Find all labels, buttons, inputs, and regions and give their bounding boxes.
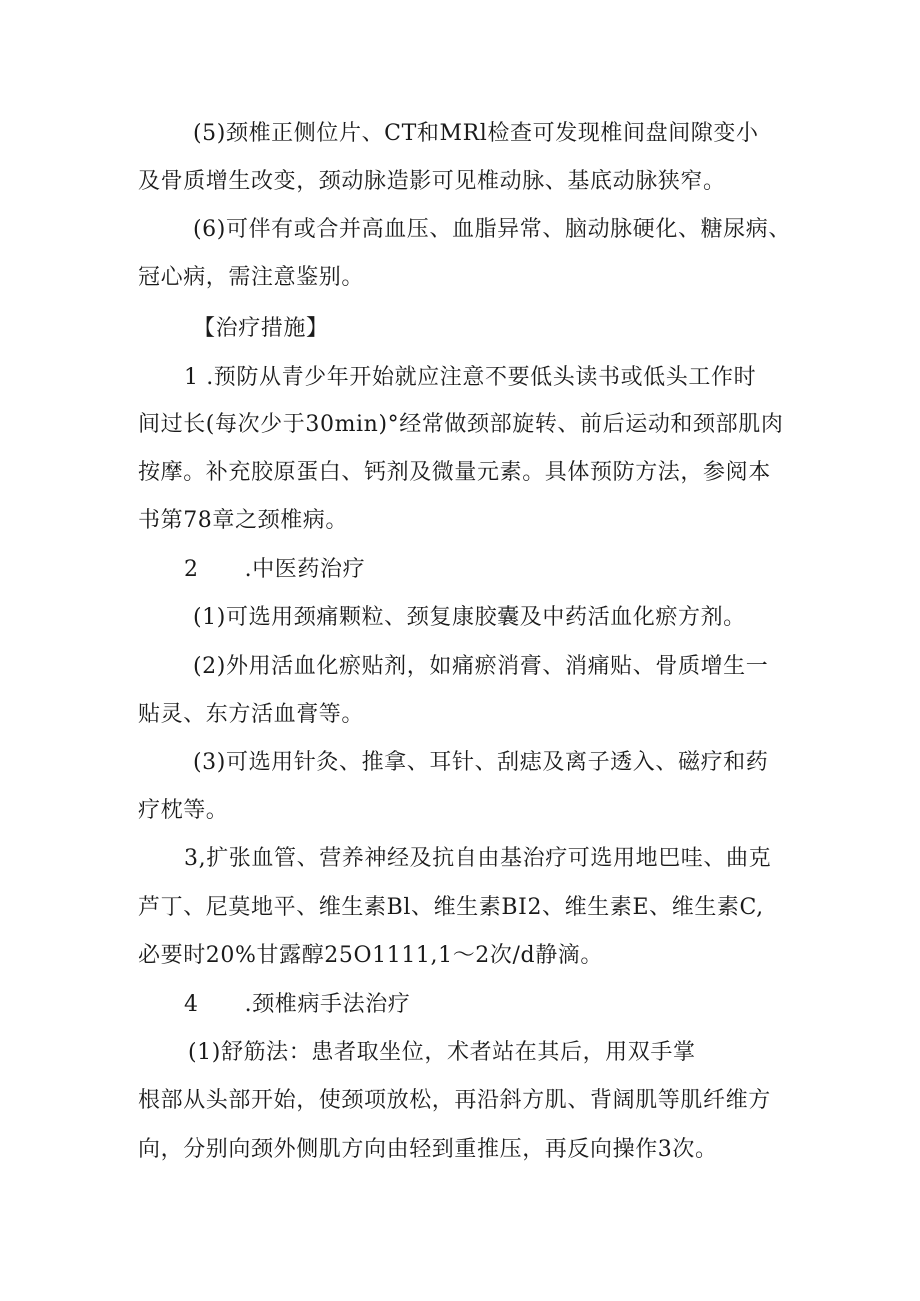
list-number: 2 [184, 557, 199, 582]
paragraph-line: 疗枕等。 [138, 798, 229, 823]
list-item-heading [184, 554, 864, 586]
paragraph-line: 书第78章之颈椎病。 [138, 508, 348, 533]
paragraph-line: 根部从头部开始，使颈项放松，再沿斜方肌、背阔肌等肌纤维方 [138, 1088, 771, 1113]
paragraph-line: 按摩。补充胶原蛋白、钙剂及微量元素。具体预防方法，参阅本 [138, 460, 771, 485]
list-item-heading [184, 989, 864, 1021]
paragraph-line: (3)可选用针灸、推拿、耳针、刮痣及离子透入、磁疗和药 [193, 750, 769, 775]
paragraph-line: (1)可选用颈痛颗粒、颈复康胶囊及中药活血化瘀方剂。 [193, 605, 746, 630]
list-heading-text: .中医药治疗 [244, 557, 366, 582]
paragraph-line: 1 .预防从青少年开始就应注意不要低头读书或低头工作时 [184, 365, 757, 390]
list-number: 4 [184, 992, 199, 1017]
paragraph-line: 间过长(每次少于30min)°经常做颈部旋转、前后运动和颈部肌肉 [138, 412, 784, 437]
paragraph-line: 必要时20%甘露醇25O1111,1～2次/d静滴。 [138, 943, 604, 968]
list-heading-text: .颈椎病手法治疗 [244, 992, 411, 1017]
paragraph-line: 冠心病，需注意鉴别。 [138, 265, 365, 290]
paragraph-line: (5)颈椎正侧位片、CT和MRl检查可发现椎间盘间隙变小 [193, 121, 759, 146]
paragraph-line: 贴灵、东方活血膏等。 [138, 702, 365, 727]
paragraph-line: 向，分别向颈外侧肌方向由轻到重推压，再反向操作3次。 [138, 1137, 718, 1162]
paragraph-line: 及骨质增生改变，颈动脉造影可见椎动脉、基底动脉狭窄。 [138, 169, 726, 194]
section-heading: 【治疗措施】 [193, 316, 329, 341]
paragraph-line: 芦丁、尼莫地平、维生素Bl、维生素BI2、维生素E、维生素C, [138, 895, 764, 920]
paragraph-line: (6)可伴有或合并高血压、血脂异常、脑动脉硬化、糖尿病、 [193, 217, 791, 242]
paragraph-line: 3,扩张血管、营养神经及抗自由基治疗可选用地巴哇、曲克 [184, 846, 772, 871]
paragraph-line: (2)外用活血化瘀贴剂，如痛瘀消膏、消痛贴、骨质增生一 [193, 654, 769, 679]
paragraph-line: (1)舒筋法：患者取坐位，术者站在其后，用双手掌 [188, 1040, 696, 1065]
